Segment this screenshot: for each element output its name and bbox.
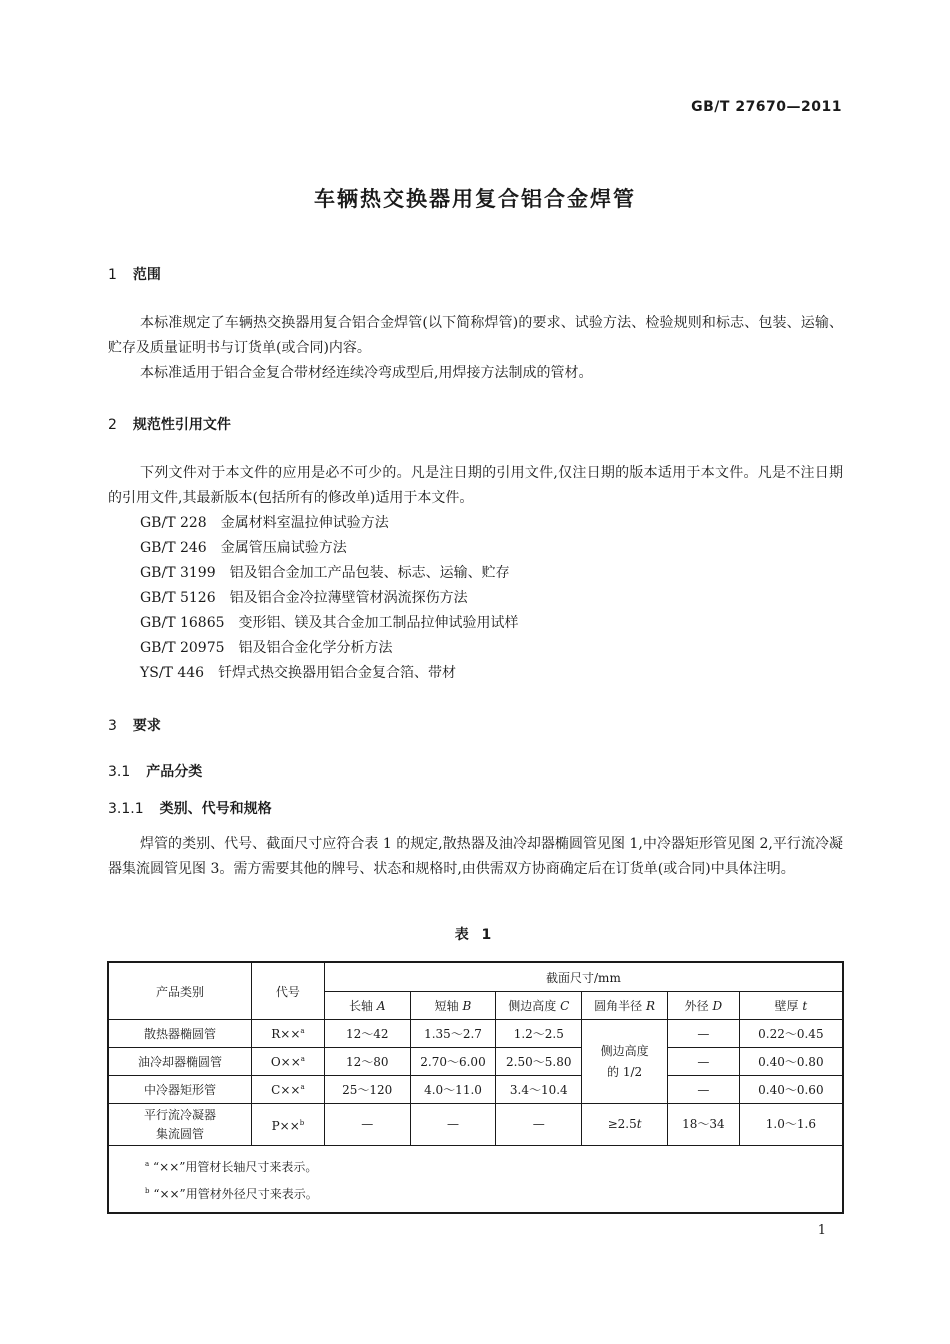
header-col-A [324, 992, 410, 1020]
reference-item [140, 586, 468, 611]
section-number: 2 [108, 417, 117, 433]
reference-item [140, 511, 389, 536]
header-label: 短轴 [434, 999, 459, 1013]
section-title: 类别、代号和规格 [159, 801, 272, 817]
reference-title: 钎焊式热交换器用铝合金复合箔、带材 [218, 665, 457, 681]
header-section-size: 截面尺寸/mm [324, 962, 843, 992]
reference-title: 铝及铝合金冷拉薄壁管材涡流探伤方法 [229, 590, 468, 606]
cell-A: 25～120 [324, 1076, 410, 1104]
reference-item [140, 636, 393, 661]
cell-D: — [667, 1048, 739, 1076]
footnote-mark: a [145, 1160, 150, 1168]
cell-category: 油冷却器椭圆管 [108, 1048, 251, 1076]
footnote-mark: a [300, 1054, 305, 1063]
cell-category: 平行流冷凝器 集流圆管 [108, 1104, 251, 1146]
reference-code: GB/T 246 [140, 540, 207, 556]
reference-title: 变形铝、镁及其合金加工制品拉伸试验用试样 [238, 615, 519, 631]
table-row [108, 1076, 843, 1104]
reference-item [140, 611, 519, 636]
cell-category: 中冷器矩形管 [108, 1076, 251, 1104]
cell-A: — [324, 1104, 410, 1146]
cell-B: 1.35～2.7 [410, 1020, 496, 1048]
header-symbol: t [802, 999, 808, 1013]
cell-A: 12～80 [324, 1048, 410, 1076]
section-number: 3.1.1 [108, 801, 144, 817]
standard-id: GB/T 27670—2011 [691, 99, 842, 115]
section-3-1-1-paragraph-1: 焊管的类别、代号、截面尺寸应符合表 1 的规定,散热器及油冷却器椭圆管见图 1,中冷器矩形管见图 2,平行流冷凝器集流圆管见图 3。需方需要其他的牌号、状态和规格时,由供需双方协商确定后在订货单(或合同)中具体注明。 [108, 836, 843, 877]
section-number: 1 [108, 267, 117, 283]
section-1-heading [108, 264, 161, 284]
section-title: 范围 [132, 267, 161, 283]
header-symbol: C [560, 999, 570, 1013]
reference-title: 金属材料室温拉伸试验方法 [220, 515, 389, 531]
cell-C: 3.4～10.4 [496, 1076, 582, 1104]
table-caption: 表 1 [454, 927, 496, 943]
reference-code: YS/T 446 [140, 665, 205, 681]
header-label: 长轴 [348, 999, 373, 1013]
header-symbol: B [462, 999, 472, 1013]
table-footnotes-row [108, 1146, 843, 1214]
cell-code: P××$^b$ [251, 1104, 324, 1146]
header-col-t [739, 992, 843, 1020]
cell-D: — [667, 1020, 739, 1048]
reference-code: GB/T 3199 [140, 565, 216, 581]
cell-B: — [410, 1104, 496, 1146]
reference-item [140, 536, 347, 561]
table-row [108, 1104, 843, 1146]
reference-code: GB/T 16865 [140, 615, 225, 631]
section-3-1-heading [108, 761, 202, 781]
header-col-B [410, 992, 496, 1020]
reference-title: 铝及铝合金化学分析方法 [238, 640, 393, 656]
document-title: 车辆热交换器用复合铝合金焊管 [314, 187, 636, 211]
cell-R: ≥2.5t [582, 1104, 668, 1146]
table-row [108, 1020, 843, 1048]
header-col-C [496, 992, 582, 1020]
footnote-mark: b [299, 1118, 305, 1127]
reference-code: GB/T 5126 [140, 590, 216, 606]
cell-R-merged: 侧边高度 的 1/2 [582, 1020, 668, 1104]
reference-code: GB/T 228 [140, 515, 207, 531]
cell-C: 2.50～5.80 [496, 1048, 582, 1076]
section-1-paragraph-2: 本标准适用于铝合金复合带材经连续冷弯成型后,用焊接方法制成的管材。 [140, 365, 593, 381]
cell-code: C××$^a$ [251, 1076, 324, 1104]
section-3-1-1-heading [108, 798, 272, 818]
cell-t: 0.22～0.45 [739, 1020, 843, 1048]
header-label: 圆角半径 [594, 999, 643, 1013]
table-row [108, 1048, 843, 1076]
reference-item [140, 661, 456, 686]
cell-D: — [667, 1076, 739, 1104]
section-number: 3.1 [108, 764, 131, 780]
header-col-R [582, 992, 668, 1020]
cell-C: 1.2～2.5 [496, 1020, 582, 1048]
header-category: 产品类别 [108, 962, 251, 1020]
section-2-paragraph-1: 下列文件对于本文件的应用是必不可少的。凡是注日期的引用文件,仅注日期的版本适用于本文件。凡是不注日期的引用文件,其最新版本(包括所有的修改单)适用于本文件。 [108, 465, 843, 506]
section-number: 3 [108, 718, 117, 734]
footnote-mark: a [300, 1026, 305, 1035]
header-label: 侧边高度 [508, 999, 557, 1013]
cell-t: 1.0～1.6 [739, 1104, 843, 1146]
section-title: 规范性引用文件 [132, 417, 231, 433]
table-header-row [108, 962, 843, 992]
spec-table [107, 961, 844, 1214]
cell-code: O××$^a$ [251, 1048, 324, 1076]
cell-t: 0.40～0.60 [739, 1076, 843, 1104]
footnote: $^b$ “××”用管材外径尺寸来表示。 [145, 1187, 318, 1201]
cell-A: 12～42 [324, 1020, 410, 1048]
cell-C: — [496, 1104, 582, 1146]
header-symbol: A [376, 999, 386, 1013]
section-1-paragraph-1: 本标准规定了车辆热交换器用复合铝合金焊管(以下简称焊管)的要求、试验方法、检验规则和标志、包装、运输、贮存及质量证明书与订货单(或合同)内容。 [108, 315, 843, 356]
cell-B: 4.0～11.0 [410, 1076, 496, 1104]
table-footnotes [108, 1146, 843, 1214]
header-symbol: D [712, 999, 723, 1013]
header-col-D [667, 992, 739, 1020]
footnote-mark: b [145, 1187, 150, 1195]
section-title: 要求 [132, 718, 161, 734]
page-number: 1 [817, 1223, 826, 1238]
header-symbol: R [645, 999, 656, 1013]
header-label: 外径 [684, 999, 709, 1013]
section-2-heading [108, 414, 231, 434]
header-code: 代号 [251, 962, 324, 1020]
cell-D: 18～34 [667, 1104, 739, 1146]
reference-title: 金属管压扁试验方法 [220, 540, 347, 556]
footnote-mark: a [300, 1082, 305, 1091]
cell-code: R××$^a$ [251, 1020, 324, 1048]
cell-t: 0.40～0.80 [739, 1048, 843, 1076]
reference-item [140, 561, 510, 586]
reference-title: 铝及铝合金加工产品包装、标志、运输、贮存 [229, 565, 510, 581]
section-title: 产品分类 [146, 764, 203, 780]
section-3-heading [108, 715, 161, 735]
header-label: 壁厚 [774, 999, 799, 1013]
footnote: $^a$ “××”用管材长轴尺寸来表示。 [145, 1160, 318, 1174]
cell-B: 2.70～6.00 [410, 1048, 496, 1076]
reference-code: GB/T 20975 [140, 640, 225, 656]
cell-category: 散热器椭圆管 [108, 1020, 251, 1048]
